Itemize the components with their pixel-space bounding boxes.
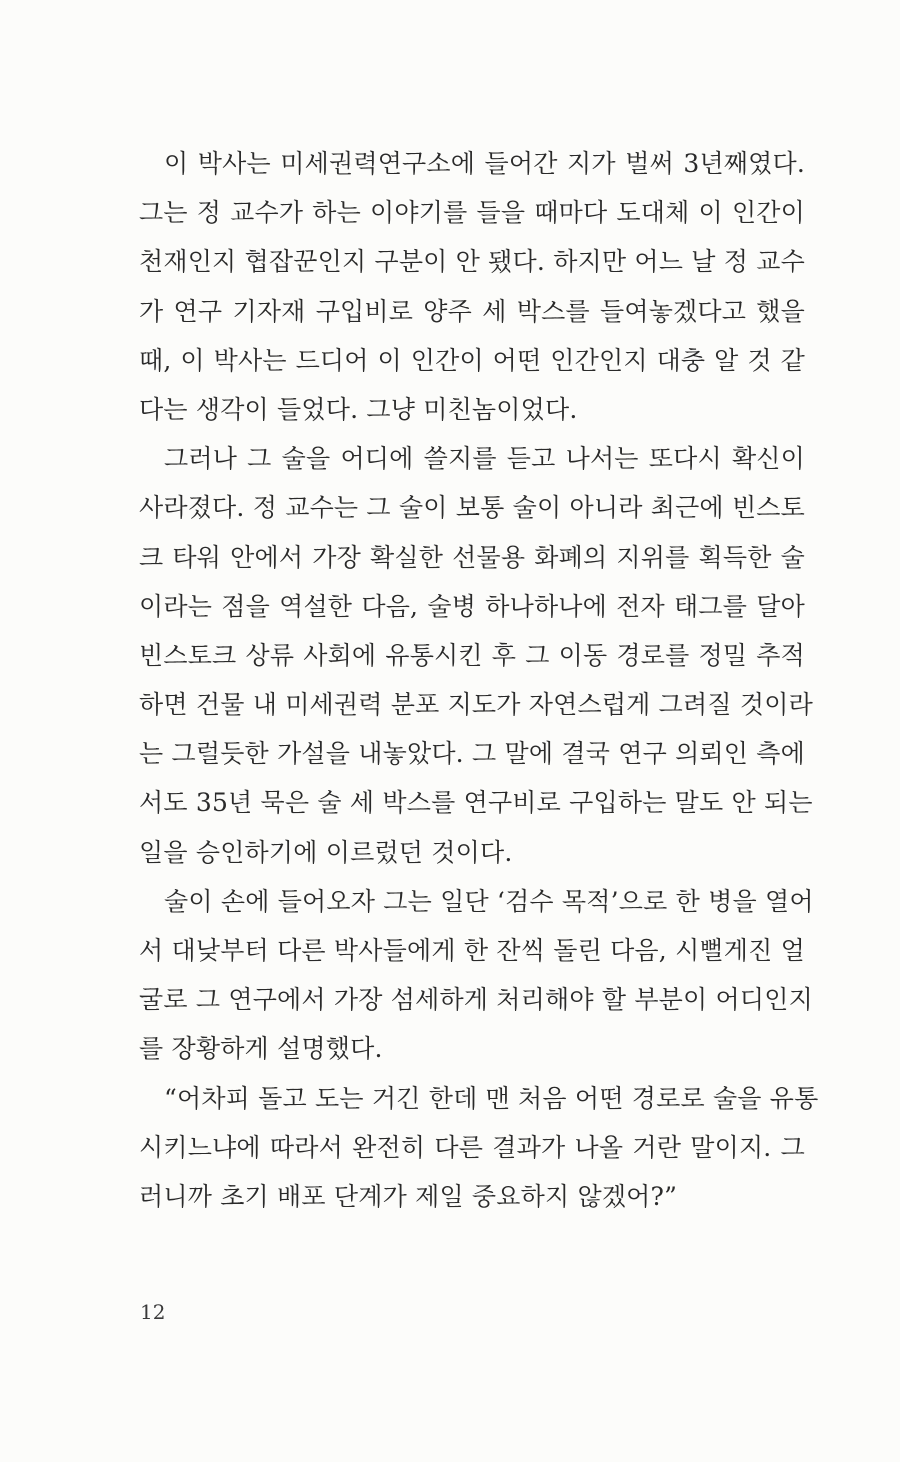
text-line: 그러나 그 술을 어디에 쓸지를 듣고 나서는 또다시 확신이 [164, 444, 805, 474]
text-line: 천재인지 협잡꾼인지 구분이 안 됐다. 하지만 어느 날 정 교수 [139, 247, 805, 277]
text-line: 하면 건물 내 미세권력 분포 지도가 자연스럽게 그려질 것이라 [139, 690, 813, 720]
text-line: 를 장황하게 설명했다. [139, 1034, 383, 1064]
paragraph-1 [139, 139, 805, 434]
text-line: 그는 정 교수가 하는 이야기를 들을 때마다 도대체 이 인간이 [139, 198, 805, 228]
text-line: 서 대낮부터 다른 박사들에게 한 잔씩 돌린 다음, 시뻘게진 얼 [139, 936, 805, 965]
text-line: 때, 이 박사는 드디어 이 인간이 어떤 인간인지 대충 알 것 같 [139, 345, 805, 375]
text-line: 이라는 점을 역설한 다음, 술병 하나하나에 전자 태그를 달아 [139, 591, 805, 621]
text-line: 시키느냐에 따라서 완전히 다른 결과가 나올 거란 말이지. 그 [139, 1132, 805, 1162]
text-line: 이 박사는 미세권력연구소에 들어간 지가 벌써 3년째였다. [164, 149, 805, 178]
text-line: 크 타워 안에서 가장 확실한 선물용 화폐의 지위를 획득한 술 [139, 542, 805, 572]
text-line: 러니까 초기 배포 단계가 제일 중요하지 않겠어?” [139, 1181, 678, 1211]
paragraph-4 [139, 1074, 819, 1222]
text-line: 는 그럴듯한 가설을 내놓았다. 그 말에 결국 연구 의뢰인 측에 [139, 739, 805, 769]
body-text [139, 139, 819, 1221]
text-line: 다는 생각이 들었다. 그냥 미친놈이었다. [139, 394, 578, 424]
paragraph-2 [139, 434, 813, 877]
paragraph-3 [139, 877, 814, 1074]
text-line: 일을 승인하기에 이르렀던 것이다. [139, 837, 513, 867]
text-line: 굴로 그 연구에서 가장 섬세하게 처리해야 할 부분이 어디인지 [139, 985, 813, 1015]
text-line: 가 연구 기자재 구입비로 양주 세 박스를 들여놓겠다고 했을 [139, 296, 805, 326]
text-line: 사라졌다. 정 교수는 그 술이 보통 술이 아니라 최근에 빈스토 [139, 493, 805, 523]
text-line: 빈스토크 상류 사회에 유통시킨 후 그 이동 경로를 정밀 추적 [139, 640, 805, 670]
page-number: 12 [140, 1300, 166, 1324]
text-line: “어차피 돌고 도는 거긴 한데 맨 처음 어떤 경로로 술을 유통 [164, 1083, 819, 1113]
text-line: 서도 35년 묵은 술 세 박스를 연구비로 구입하는 말도 안 되는 [139, 788, 813, 818]
text-line: 술이 손에 들어오자 그는 일단 ‘검수 목적’으로 한 병을 열어 [164, 886, 814, 916]
